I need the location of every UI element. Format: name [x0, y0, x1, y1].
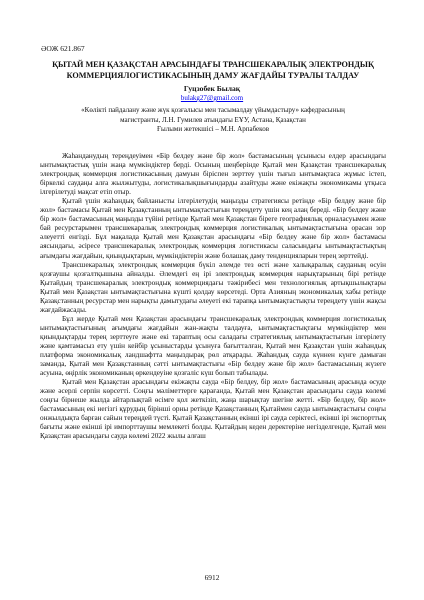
affiliation-line-1: «Көлікті пайдалану және жүк қозғалысы мен тасымалдау үйымдастыру» кафедрасының [81, 106, 345, 114]
paragraph: Жаһанданудың тереңдеуімен «Бір белдеу және бір жол» бастамасының ұсынысы елдер арасындағы ынтымақтастық үшін жаңа мүмкіндіктер берді. Осының шеңберінде Қытай мен Қазақстан трансшекаралық электрондық коммерция логистикасының дамуын біріспен зерттеу үшін тығыз ынтымақтаса жұмыс істеп, біркелкі саудаңы алға жылжытуды, логистикалықшығындарды азайтуды және екіжақты экономикамы ұтқыса ілгерілетуді мақсат етіп отыр. [40, 152, 386, 197]
page-number: 6912 [204, 573, 220, 582]
paragraph: Трансшекаралық электрондық коммерция бүкіл әлемде тез өсті және халықаралық сауданың өсуін қозғаушы қозғалтқышына айналды. Әлемдегі ең ірі электрондық коммерция нарықтарының бірі ретінде Қытайдың трансшекаралық электрондық коммерциядағы тәжірибесі мен технологиялық артықшылықтары Қытай мен Қазақстан ынтымақтастығына күшті қолдау көрсетеді. Орта Азияның экономикалық хабы ретінде Қазақстанның ресурстар мен нарықты дамытудағы әлеуеті екі тарапқа ынтымақтастықты тереңдету үшін жақсы жағдайжасады. [40, 260, 386, 314]
author-email-link[interactable]: bulakg27@gmail.com [180, 94, 244, 102]
paragraph: Қытай үшін жаһандық байланысты ілгерілетудің маңызды стратегиясы ретінде «Бір белдеу және бір жол» бастамасы Қытай мен Қазақстанның ынтымақтастығын тереңдету үшін кең алаң береді. «Бір белдеу және бір жол» бастамасының маңызды түйіні ретінде Қытай мен Қазақстан біреге географиялық орналасуымен және бай ресурстарымен трансшекаралық электрондық коммерция логистикалық ынтымақтастығына орасан зор әлеуетті енгізді. Бұл мақалада Қытай мен Қазақстан арасындағы «Бір белдеу және бір жол» бастамасы аясындағы, әсіресе трансшекаралық электрондық коммерция логистикасы саласындағы ынтымақтастықтың ағымдағы жағдайын, қиындықтарын, мүмкіндіктерін және болашақ даму тенденцияларын терең зерттейді. [40, 197, 386, 260]
paragraph: Қытай мен Қазақстан арасындағы екіжақты сауда «Бір белдеу, бір жол» бастамасының арасында өсуде және әсерлі серпін көрсетті. Соңғы мәліметтерге қарағанда, Қытай мен Қазақстан арасындағы сауда көлемі соңғы бірнеше жылда айтарлықтай өсімге қол жеткізіп, жаңа шарықтау шегіне жетті. «Бір белдеу, бір жол» бастамасының екі негізгі құрудың бірінші орны ретінде Қазақстанның Қытаймен сауда ынтымақтастығы соңғы онжылдықта барған сайын тереңдей түсті. Қытай Қазақстанның екінші ірі сауда серіктесі, екінші ірі экспорттық бағыты және екінші ірі импорттаушы мемлекеті болды. Қытайдың кеден деректеріне негізделгенде, Қытай мен Қазақстан арасындағы сауда көлемі 2022 жылы алғаш [40, 378, 386, 441]
author-affiliation [54, 106, 372, 135]
paper-title: ҚЫТАЙ МЕН ҚАЗАҚСТАН АРАСЫНДАҒЫ ТРАНСШЕКАРАЛЫҚ ЭЛЕКТРОНДЫҚ КОММЕРЦИЯЛОГИСТИКАСЫНЫҢ ДАМУ ЖАҒДАЙЫ ТУРАЛЫ ТАЛДАУ [52, 60, 374, 80]
udk-code: ӘОЖ 621.867 [41, 44, 85, 53]
body-text [40, 152, 386, 442]
author-name: Гуцзобек Былақ [183, 84, 241, 93]
affiliation-line-2: магистранты, Л.Н. Гумилев атындағы ЕҰУ, Астана, Қазақстан [120, 115, 306, 124]
supervisor-line: Ғылыми жетекшісі – М.Н. Арпабеков [156, 125, 270, 134]
paragraph: Бұл жерде Қытай мен Қазақстан арасындағы трансшекаралық электрондық коммерция логистикалық ынтымақтастығының ағымдағы жағдайын жан-жақты талдауға, ынтымақтастықтағы мүмкіндіктер мен қиындықтарды терең зерттеуге және екі тараптың осы саладағы стратегиялық ынтымақтастығын ілгерілету және қамтамасыз ету үшін кейбір ұсыныстарды ұсынуға бағытталған, Қытай мен Қазақстан үшін жаһандық платформа экономикалық ландшафтта маңыздырақ рөл атқарады. Жаһандық сауда күннен күнге дамыған заманда, Қытай мен Қазақстанның сәтті ынтымақтастығы «Бір белдеу және бір жол» бастамасының жүзеге асуына, өңірлік экономиканың өркендеуіне қозғаліс күш болып табылады. [40, 314, 386, 378]
